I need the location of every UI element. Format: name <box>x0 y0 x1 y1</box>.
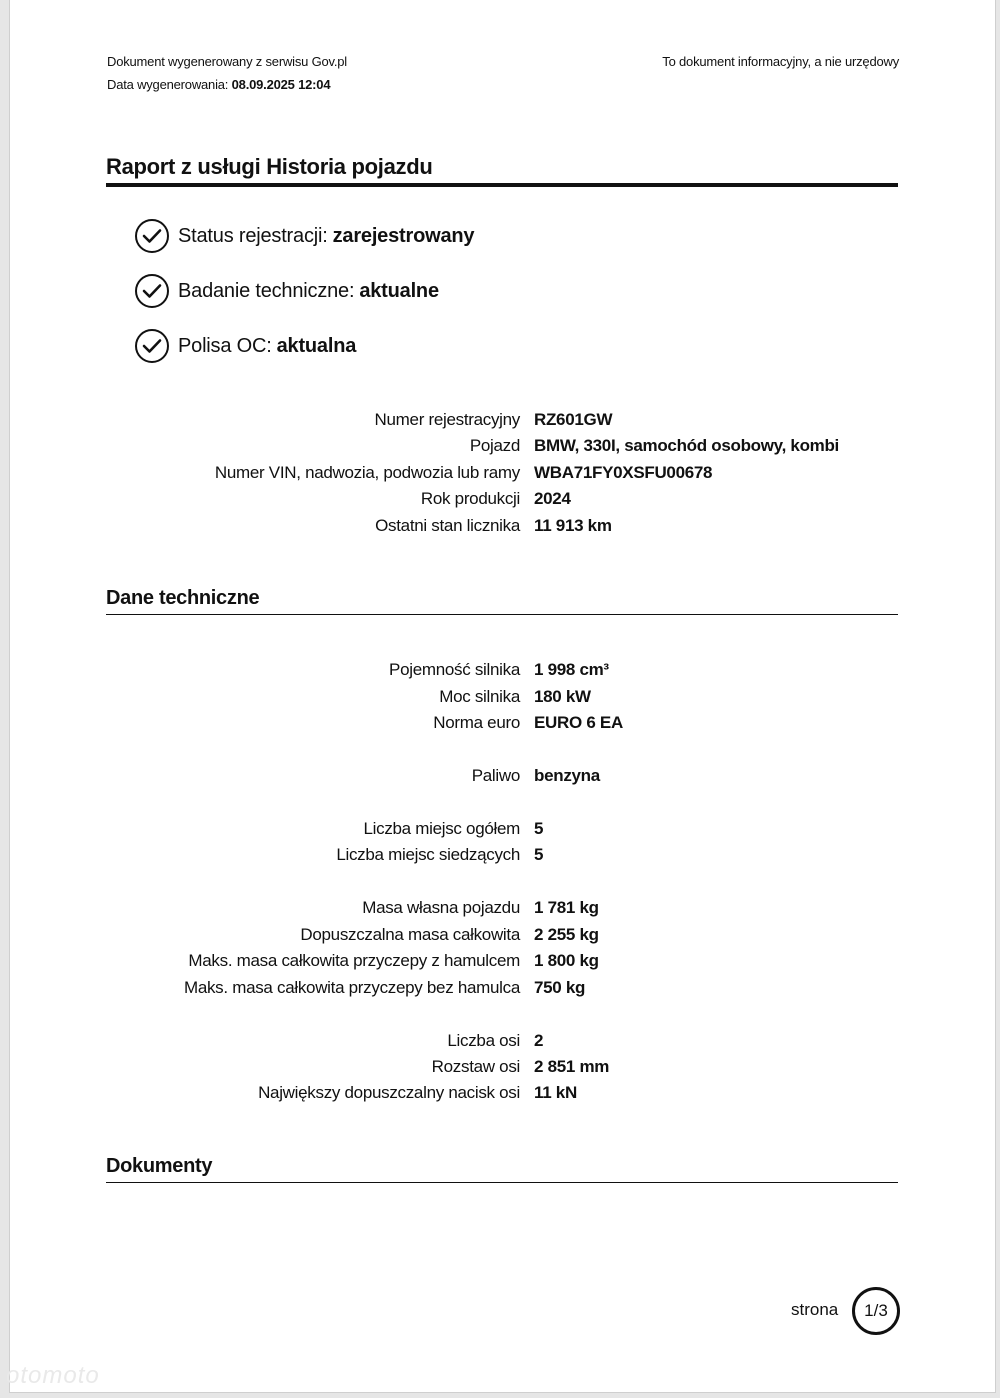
technical-row <box>10 925 995 951</box>
page-title: Raport z usługi Historia pojazdu <box>106 154 433 179</box>
row-value: benzyna <box>534 766 600 785</box>
status-value: zarejestrowany <box>332 224 475 247</box>
technical-row <box>10 1031 995 1057</box>
status-label: Status rejestracji: <box>178 224 328 247</box>
technical-row <box>10 819 995 845</box>
document-page <box>9 0 996 1393</box>
section-divider <box>106 614 898 615</box>
check-circle-icon <box>135 329 169 363</box>
generated-label: Data wygenerowania: <box>107 77 229 92</box>
check-circle-icon <box>135 274 169 308</box>
row-label: Liczba osi <box>447 1031 520 1050</box>
row-value: 5 <box>534 845 544 864</box>
row-value: 11 913 km <box>534 516 612 535</box>
row-value: 1 800 kg <box>534 951 599 970</box>
page-number-badge: 1/3 <box>852 1287 900 1335</box>
vehicle-row <box>10 463 995 489</box>
header-generated <box>107 77 330 92</box>
status-value: aktualna <box>276 334 357 357</box>
page-label: strona <box>791 1300 839 1319</box>
technical-row <box>10 1057 995 1083</box>
section-title-technical: Dane techniczne <box>106 587 260 609</box>
technical-row <box>10 898 995 924</box>
row-label: Pojazd <box>469 436 520 455</box>
row-label: Dopuszczalna masa całkowita <box>300 925 520 944</box>
row-label: Liczba miejsc siedzących <box>336 845 520 864</box>
row-value: 2 <box>534 1031 544 1050</box>
status-inspection <box>135 274 439 308</box>
row-value: 2024 <box>534 489 571 508</box>
vehicle-row <box>10 489 995 515</box>
row-label: Rok produkcji <box>420 489 520 508</box>
generated-value: 08.09.2025 12:04 <box>231 77 331 92</box>
technical-row <box>10 845 995 871</box>
row-value: 2 851 mm <box>534 1057 610 1076</box>
technical-row <box>10 660 995 686</box>
row-label: Liczba miejsc ogółem <box>363 819 520 838</box>
row-value: 750 kg <box>534 978 586 997</box>
row-value: 180 kW <box>534 687 591 706</box>
status-insurance <box>135 329 356 363</box>
check-circle-icon <box>135 219 169 253</box>
section-divider <box>106 1182 898 1183</box>
status-label: Badanie techniczne: <box>178 279 355 302</box>
header-source: Dokument wygenerowany z serwisu Gov.pl <box>107 54 347 69</box>
row-label: Największy dopuszczalny nacisk osi <box>258 1083 520 1102</box>
row-value: 1 781 kg <box>534 898 599 917</box>
section-title-documents: Dokumenty <box>106 1155 213 1177</box>
row-label: Moc silnika <box>439 687 520 706</box>
title-divider <box>106 183 898 187</box>
row-label: Paliwo <box>471 766 520 785</box>
technical-row <box>10 951 995 977</box>
row-label: Numer rejestracyjny <box>374 410 520 429</box>
status-label: Polisa OC: <box>178 334 272 357</box>
row-label: Maks. masa całkowita przyczepy bez hamulca <box>183 978 520 997</box>
vehicle-row <box>10 516 995 542</box>
row-value: EURO 6 EA <box>534 713 623 732</box>
row-label: Pojemność silnika <box>389 660 520 679</box>
row-value: BMW, 330I, samochód osobowy, kombi <box>534 436 839 455</box>
technical-row <box>10 713 995 739</box>
header-notice: To dokument informacyjny, a nie urzędowy <box>662 54 899 69</box>
row-value: 5 <box>534 819 544 838</box>
technical-row <box>10 978 995 1004</box>
vehicle-row <box>10 436 995 462</box>
status-registration <box>135 219 474 253</box>
vehicle-row <box>10 410 995 436</box>
row-label: Ostatni stan licznika <box>375 516 520 535</box>
row-value: 1 998 cm³ <box>534 660 609 679</box>
row-label: Norma euro <box>433 713 520 732</box>
row-value: WBA71FY0XSFU00678 <box>534 463 713 482</box>
row-label: Numer VIN, nadwozia, podwozia lub ramy <box>214 463 520 482</box>
row-label: Masa własna pojazdu <box>362 898 520 917</box>
row-label: Maks. masa całkowita przyczepy z hamulcem <box>188 951 520 970</box>
watermark-logo: otomoto <box>6 1362 100 1389</box>
row-value: 2 255 kg <box>534 925 599 944</box>
row-value: RZ601GW <box>534 410 613 429</box>
status-value: aktualne <box>359 279 439 302</box>
technical-row <box>10 766 995 792</box>
row-value: 11 kN <box>534 1083 577 1102</box>
technical-row <box>10 1083 995 1109</box>
technical-row <box>10 687 995 713</box>
row-label: Rozstaw osi <box>431 1057 520 1076</box>
